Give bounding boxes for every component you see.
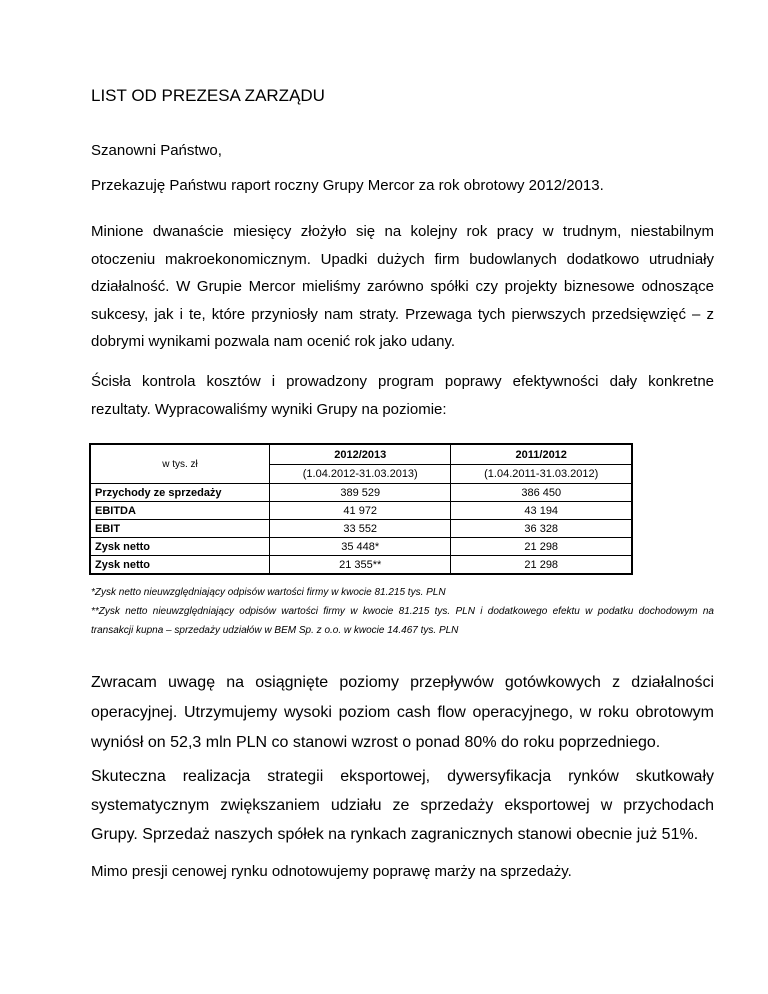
paragraph-cost-control: Ścisła kontrola kosztów i prowadzony program poprawy efektywności dały konkretne rezultaty. Wypracowaliśmy wyniki Grupy na poziomie:: [91, 373, 714, 418]
row-label: EBITDA: [90, 502, 270, 520]
row-value-2012-2013: 389 529: [270, 484, 451, 502]
footnote-1: *Zysk netto nieuwzględniający odpisów wartości firmy w kwocie 81.215 tys. PLN: [91, 587, 446, 598]
col1-period-header: (1.04.2012-31.03.2013): [270, 465, 451, 484]
row-value-2011-2012: 386 450: [451, 484, 632, 502]
table-row: [90, 484, 632, 502]
row-label: Zysk netto: [90, 538, 270, 556]
row-value-2011-2012: 21 298: [451, 538, 632, 556]
row-value-2012-2013: 33 552: [270, 520, 451, 538]
row-value-2011-2012: 21 298: [451, 556, 632, 575]
row-label: EBIT: [90, 520, 270, 538]
col1-year-header: 2012/2013: [270, 444, 451, 465]
row-value-2011-2012: 36 328: [451, 520, 632, 538]
table-row: [90, 520, 632, 538]
footnote-2: **Zysk netto nieuwzględniający odpisów wartości firmy w kwocie 81.215 tys. PLN i dodatkowego efektu w podatku dochodowym na transakcji kupna – sprzedaży udziałów w BEM Sp. z o.o. w kwocie 14.467 tys. PLN: [91, 606, 714, 636]
paragraph-intro: Przekazuję Państwu raport roczny Grupy Mercor za rok obrotowy 2012/2013.: [91, 177, 604, 194]
footnotes: [91, 583, 714, 640]
page-title: LIST OD PREZESA ZARZĄDU: [91, 86, 325, 105]
paragraph-year-summary: Minione dwanaście miesięcy złożyło się na kolejny rok pracy w trudnym, niestabilnym otoczeniu makroekonomicznym. Upadki dużych firm budowlanych dodatkowo utrudniały działalność. W Grupie Mercor mieliśmy zarówno spółki czy projekty biznesowe odnoszące sukcesy, jak i te, które przyniosły nam straty. Przewaga tych pierwszych przedsięwzięć – z dobrymi wynikami pozwala nam ocenić rok jako udany.: [91, 223, 714, 350]
table-row: [90, 556, 632, 575]
row-label: Przychody ze sprzedaży: [90, 484, 270, 502]
table-row: [90, 502, 632, 520]
paragraph-cash-flow: Zwracam uwagę na osiągnięte poziomy przepływów gotówkowych z działalności operacyjnej. Utrzymujemy wysoki poziom cash flow operacyjnego, w roku obrotowym wyniósł on 52,3 mln PLN co stanowi wzrost o ponad 80% do roku poprzedniego.: [91, 674, 714, 751]
col2-period-header: (1.04.2011-31.03.2012): [451, 465, 632, 484]
paragraph-margin: Mimo presji cenowej rynku odnotowujemy poprawę marży na sprzedaży.: [91, 863, 572, 880]
salutation: Szanowni Państwo,: [91, 142, 222, 159]
unit-label-cell: w tys. zł: [90, 444, 270, 484]
col2-year-header: 2011/2012: [451, 444, 632, 465]
row-value-2012-2013: 35 448*: [270, 538, 451, 556]
row-label: Zysk netto: [90, 556, 270, 575]
row-value-2012-2013: 21 355**: [270, 556, 451, 575]
paragraph-export: Skuteczna realizacja strategii eksportowej, dywersyfikacja rynków skutkowały systematycznym zwiększaniem udziału ze sprzedaży eksportowej w przychodach Grupy. Sprzedaż naszych spółek na rynkach zagranicznych stanowi obecnie już 51%.: [91, 768, 714, 843]
table-header-row: [90, 444, 632, 465]
row-value-2012-2013: 41 972: [270, 502, 451, 520]
table-row: [90, 538, 632, 556]
row-value-2011-2012: 43 194: [451, 502, 632, 520]
financial-results-table: [89, 443, 633, 575]
